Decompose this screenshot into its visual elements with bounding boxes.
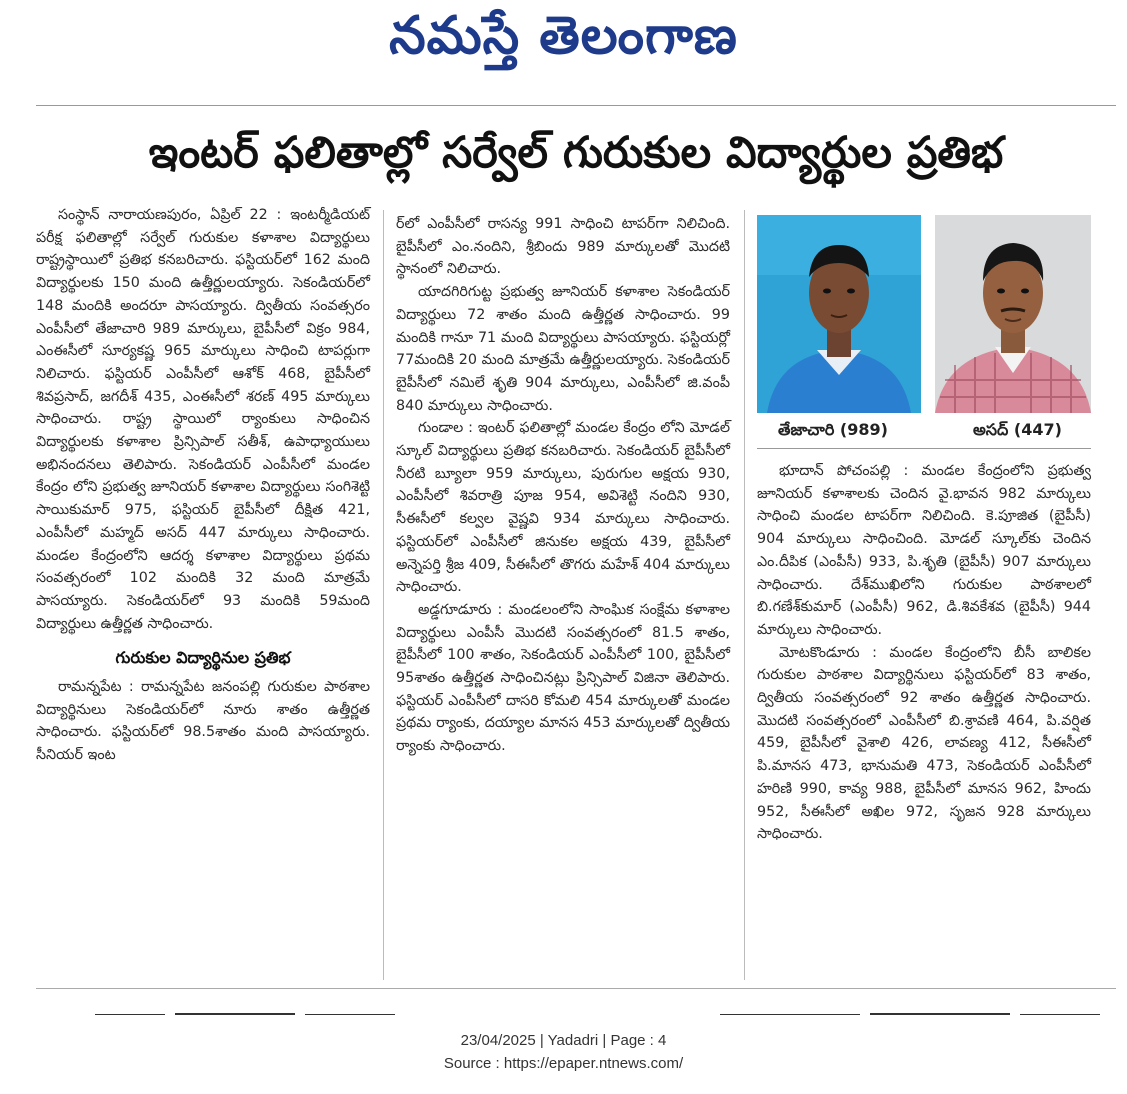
photo-caption-2: అసద్ (447): [973, 420, 1062, 439]
article-column-2: [396, 213, 730, 758]
column-divider-2: [744, 210, 745, 980]
column-1-paragraph-2: రామన్నపేట : రామన్నపేట జనంపల్లి గురుకుల పాఠశాల విద్యార్థినులు సెకండియర్‌లో నూరు శాతం ఉత్తీర్ణత సాధించారు. ఫస్టియర్‌లో 98.5శాతం మంది పాసయ్యారు. సీనియర్ ఇంట: [36, 679, 370, 764]
article-bottom-rule: [36, 988, 1116, 989]
column-3-paragraph-2: మోటకొండూరు : మండల కేంద్రంలోని బీసీ బాలికల గురుకుల పాఠశాల విద్యార్థినులు ఫస్టియర్‌లో 83 శాతం, ద్వితీయ సంవత్సరంలో 92 శాతం ఉత్తీర్ణత సాధించారు. మొదటి సంవత్సరంలో ఎంపీసీలో బి.శ్రావణి 464, పి.వర్షిత 459, బైపీసీలో వైశాలి 426, లావణ్య 412, సీఈసీలో పి.మానస 473, భానుమతి 473, సెకండియర్ ఎంపీసీలో హరిణి 990, కావ్య 988, బైపీసీలో మానస 962, హిందు 952, సీఈసీలో అఖిల 972, సృజన 928 మార్కులు సాధించారు.: [757, 644, 1091, 843]
column-2-paragraph-1: ర్‌లో ఎంపీసీలో రాసన్య 991 సాధించి టాపర్‌గా నిలిచింది. బైపీసీలో ఎం.నందిని, శ్రీబిందు 989 మార్కులతో మొదటి స్థానంలో నిలిచారు.: [396, 216, 730, 278]
column-2-paragraph-2: యాదగిరిగుట్ట ప్రభుత్వ జూనియర్ కళాశాల సెకండియర్ విద్యార్థులు 72 శాతం మంది ఉత్తీర్ణత సాధించారు. 99 మందికి గానూ 71 మంది విద్యార్థులు పాసయ్యారు. ఫస్టియర్లో 77మందికి 20 మంది మాత్రమే ఉత్తీర్ణులయ్యారు. సెకండియర్ బైపీసీలో నమిలే శృతి 904 మార్కులు, ఎంపీసీలో జి.వంపీ 840 మార్కులు సాధించారు.: [396, 284, 730, 414]
article-headline: ఇంటర్ ఫలితాల్లో సర్వేల్ గురుకుల విద్యార్థుల ప్రతిభ: [148, 128, 1004, 178]
column-divider-1: [383, 210, 384, 980]
photo-caption-1: తేజాచారి (989): [778, 420, 888, 439]
masthead-divider: [36, 105, 1116, 106]
column-3-paragraph-1: భూదాన్ పోచంపల్లి : మండల కేంద్రంలోని ప్రభుత్వ జూనియర్ కళాశాలకు చెందిన వై.భావన 982 మార్కులు సాధించి మండల టాపర్‌గా నిలిచింది. కె.పూజిత (బైపీసీ) 904 మార్కులు సాధించింది. మోడల్ స్కూల్‌కు చెందిన ఎం.దీపిక (ఎంపీసీ) 933, పి.శృతి (బైపీసీ) 907 మార్కులు సాధించారు. దేశ్‌ముఖిలోని గురుకుల పాఠశాలలో బి.గణేశ్‌కుమార్ (ఎంపీసీ) 962, డి.శివకేశవ (బైపీసీ) 944 మార్కులు సాధించారు.: [757, 463, 1091, 638]
caption-divider: [757, 448, 1091, 449]
newspaper-masthead: నమస్తే తెలంగాణ: [389, 6, 738, 66]
footer-date-page: 23/04/2025 | Yadadri | Page : 4: [460, 1032, 667, 1049]
student-photo-1: [757, 215, 921, 413]
column-2-paragraph-4: అడ్డగూడూరు : మండలంలోని సాంఘిక సంక్షేమ కళాశాల విద్యార్థులు ఎంపీసీ మొదటి సంవత్సరంలో 81.5 శాతం, బైపీసీలో 100 శాతం, సెకండియర్ ఎంపీసీలో 100, బైపీసీలో 95శాతం ఉత్తీర్ణత సాధించినట్లు ప్రిన్సిపాల్ విజినా తెలిపారు. ఫస్టియర్ ఎంపీసీలో దాసరి కోమలి 454 మార్కులతో మండల ప్రథమ ర్యాంకు, దయ్యాల మానస 453 మార్కులతో ద్వితీయ ర్యాంకు సాధించారు.: [396, 601, 730, 755]
student-photo-2: [935, 215, 1091, 413]
article-column-3: [757, 460, 1091, 846]
column-1-paragraph-1: సంస్థాన్ నారాయణపురం, ఏప్రిల్ 22 : ఇంటర్మీడియట్ పరీక్ష ఫలితాల్లో సర్వేల్ గురుకుల కళాశాల విద్యార్థులు రాష్ట్రస్థాయిలో ప్రతిభ కనబరిచారు. ఫస్టియర్‌లో 162 మంది విద్యార్థులకు 150 మంది ఉత్తీర్ణులయ్యారు. సెకండియర్‌లో 148 మందికి అందరూ పాసయ్యారు. ద్వితీయ సంవత్సరం ఎంపీసీలో తేజాచారి 989 మార్కులు, బైపీసీలో విక్రం 984, ఎంఈసీలో సూర్యకష్ణ 965 మార్కులు సాధించి టాపర్లుగా నిలిచారు. ఫస్టియర్ ఎంపీసీలో ఆశోక్ 468, బైపీసీలో శివప్రసాద్, జగదీశ్ 435, ఎంఈసీలో శరణ్ 495 మార్కులు సాధించారు. రాష్ట్ర స్థాయిలో ర్యాంకులు సాధించిన విద్యార్థులకు కళాశాల ప్రిన్సిపాల్ సతీశ్, ఉపాధ్యాయులు అభినందనలు తెలిపారు. సెకండియర్ ఎంపీసీలో మండల కేంద్రం లోని ప్రభుత్వ జూనియర్ కళాశాల విద్యార్థులు సంగిశెట్టి సాయికుమార్ 975, ఫస్టియర్ బైపీసీలో దీక్షిత 421, ఎంపీసీలో మహ్మద్ అసద్ 447 మార్కులు సాధించారు. మండల కేంద్రంలోని ఆదర్శ కళాశాల విద్యార్థులు ప్రథమ సంవత్సరంలో 102 మందికి 32 మంది మాత్రమే పాసయ్యారు. సెకండియర్‌లో 93 మందికి 59మంది విద్యార్థులు ఉత్తీర్ణత సాధించారు.: [36, 207, 370, 632]
column-2-paragraph-3: గుండాల : ఇంటర్ ఫలితాల్లో మండల కేంద్రం లోని మోడల్ స్కూల్ విద్యార్థులు ప్రతిభ కనబరిచారు. సెకండియర్ బైపీసీలో నీరటి బ్యూలా 959 మార్కులు, పురుగుల అక్షయ 930, ఎంపీసీలో శివరాత్రి పూజ 954, అవిశెట్టి నందిని 930, సీఈసీలో కల్వల వైష్ణవి 934 మార్కులు సాధించారు. ఫస్టియర్‌లో ఎంపీసీలో జినుకల అక్షయ 439, బైపీసీలో అన్నెపర్తి శ్రీజ 409, సీఈసీలో తొగరు మహేశ్ 404 మార్కులు సాధించారు.: [396, 420, 730, 596]
section-subheading: గురుకుల విద్యార్థినుల ప్రతిభ: [115, 648, 291, 668]
article-column-1: [36, 204, 370, 767]
next-article-cut-off: [60, 1005, 1110, 1015]
footer-source: Source : https://epaper.ntnews.com/: [443, 1055, 684, 1072]
